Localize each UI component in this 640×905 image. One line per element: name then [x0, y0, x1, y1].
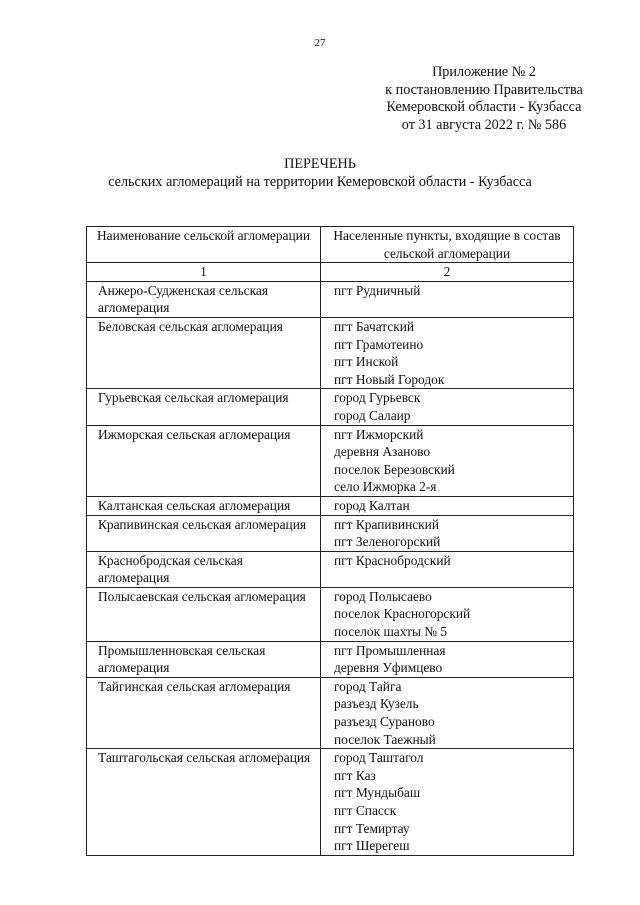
column-number: 1 — [87, 263, 321, 282]
settlements-cell — [321, 425, 574, 496]
settlements-cell — [321, 281, 574, 317]
table-row — [87, 515, 574, 551]
settlement-item: село Ижморка 2-я — [334, 479, 437, 495]
settlement-item: пгт Шерегеш — [334, 838, 410, 854]
agglomerations-table — [86, 226, 574, 856]
settlement-item: поселок шахты № 5 — [334, 624, 448, 640]
settlement-item: пгт Крапивинский — [334, 516, 440, 532]
settlements-cell — [321, 317, 574, 388]
title-subheading: сельских агломераций на территории Кемеровской области - Кузбасса — [108, 173, 532, 190]
title-heading: ПЕРЕЧЕНЬ — [284, 156, 356, 172]
settlement-item: пгт Промышленная — [334, 642, 446, 658]
settlement-item: город Тайга — [334, 678, 402, 694]
agglomeration-name: Гурьевская сельская агломерация — [87, 389, 321, 425]
settlements-cell — [321, 389, 574, 425]
settlements-cell — [321, 587, 574, 641]
table-row — [87, 496, 574, 515]
appendix-line: от 31 августа 2022 г. № 586 — [401, 116, 567, 133]
settlement-item: город Полысаево — [334, 588, 432, 604]
header-settlements: Населенные пункты, входящие в состав сельской агломерации — [321, 227, 574, 263]
header-agglomeration-name: Наименование сельской агломерации — [87, 227, 321, 263]
agglomeration-name: Анжеро-Судженская сельская агломерация — [87, 281, 321, 317]
column-number-row — [87, 263, 574, 282]
settlements-cell — [321, 496, 574, 515]
settlement-item: пгт Бачатский — [334, 318, 415, 334]
settlements-cell — [321, 677, 574, 748]
settlement-item: пгт Краснобродский — [334, 552, 451, 568]
settlement-item: пгт Темиртау — [334, 820, 410, 836]
appendix-line: Кемеровской области - Кузбасса — [386, 99, 582, 115]
table-row — [87, 749, 574, 856]
settlement-item: город Гурьевск — [334, 390, 421, 406]
settlement-item: пгт Зеленогорский — [334, 534, 441, 550]
settlement-item: деревня Уфимцево — [334, 660, 443, 676]
agglomeration-name: Полысаевская сельская агломерация — [87, 587, 321, 641]
table-row — [87, 317, 574, 388]
settlement-item: пгт Рудничный — [334, 282, 421, 298]
table-row — [87, 677, 574, 748]
settlement-item: пгт Грамотеино — [334, 336, 424, 352]
settlements-cell — [321, 749, 574, 856]
settlement-item: поселок Березовский — [334, 461, 455, 477]
settlement-item: пгт Ижморский — [334, 426, 424, 442]
table-row — [87, 281, 574, 317]
settlement-item: пгт Спасск — [334, 803, 397, 818]
settlement-item: город Салаир — [334, 407, 411, 423]
settlement-item: пгт Мундыбаш — [334, 785, 421, 801]
settlement-item: деревня Азаново — [334, 444, 431, 460]
settlement-item: город Калтан — [334, 497, 410, 513]
agglomeration-name: Промышленновская сельская агломерация — [87, 641, 321, 677]
table-header-row — [87, 227, 574, 263]
settlement-item: разъезд Сураново — [334, 714, 435, 730]
settlement-item: пгт Каз — [334, 767, 376, 783]
table-row — [87, 425, 574, 496]
settlement-item: разъезд Кузель — [334, 696, 419, 712]
settlement-item: город Таштагол — [334, 750, 424, 766]
settlement-item: пгт Инской — [334, 354, 399, 370]
agglomeration-name: Краснобродская сельская агломерация — [87, 551, 321, 587]
settlements-cell — [321, 515, 574, 551]
settlements-cell — [321, 551, 574, 587]
table-row — [87, 587, 574, 641]
table-body — [87, 281, 574, 855]
appendix-block — [330, 64, 638, 134]
agglomeration-name: Ижморская сельская агломерация — [87, 425, 321, 496]
table-row — [87, 641, 574, 677]
settlements-cell — [321, 641, 574, 677]
appendix-line: к постановлению Правительства — [385, 81, 583, 98]
table-row — [87, 551, 574, 587]
settlement-item: поселок Красногорский — [334, 606, 471, 622]
agglomeration-name: Беловская сельская агломерация — [87, 317, 321, 388]
agglomeration-name: Таштагольская сельская агломерация — [87, 749, 321, 856]
appendix-line: Приложение № 2 — [432, 64, 536, 80]
page-number: 27 — [314, 37, 326, 49]
agglomeration-name: Калтанская сельская агломерация — [87, 496, 321, 515]
settlement-item: поселок Таежный — [334, 731, 436, 747]
table-row — [87, 389, 574, 425]
agglomeration-name: Тайгинская сельская агломерация — [87, 677, 321, 748]
document-title — [0, 156, 640, 191]
agglomeration-name: Крапивинская сельская агломерация — [87, 515, 321, 551]
column-number: 2 — [321, 263, 574, 282]
settlement-item: пгт Новый Городок — [334, 371, 445, 387]
